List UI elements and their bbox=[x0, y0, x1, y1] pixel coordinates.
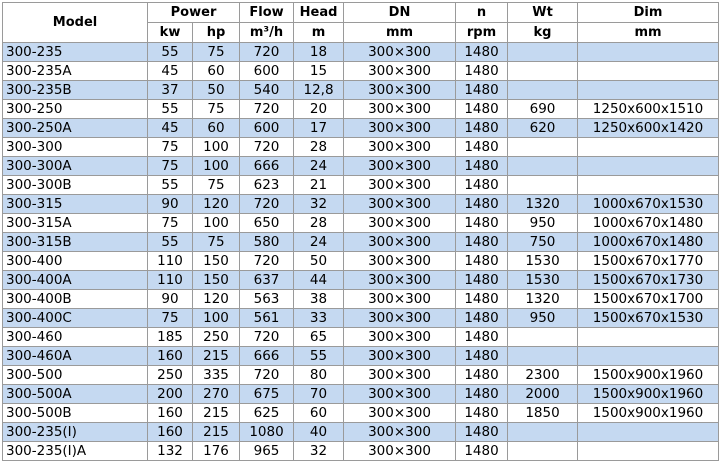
unit-dn: mm bbox=[344, 23, 456, 43]
cell-flow: 720 bbox=[240, 195, 294, 214]
header-row-titles bbox=[3, 3, 719, 23]
cell-wt: 1320 bbox=[508, 290, 578, 309]
cell-hp: 100 bbox=[193, 138, 240, 157]
cell-dn: 300×300 bbox=[344, 138, 456, 157]
cell-flow: 720 bbox=[240, 43, 294, 62]
cell-dn: 300×300 bbox=[344, 157, 456, 176]
cell-kw: 55 bbox=[148, 176, 193, 195]
cell-dim: 1500x670x1730 bbox=[578, 271, 719, 290]
cell-model: 300-400C bbox=[3, 309, 148, 328]
cell-dn: 300×300 bbox=[344, 442, 456, 461]
cell-kw: 132 bbox=[148, 442, 193, 461]
table-row bbox=[3, 195, 719, 214]
cell-n: 1480 bbox=[456, 423, 508, 442]
cell-n: 1480 bbox=[456, 252, 508, 271]
header-model: Model bbox=[3, 3, 148, 43]
cell-hp: 215 bbox=[193, 423, 240, 442]
cell-kw: 55 bbox=[148, 43, 193, 62]
cell-model: 300-300 bbox=[3, 138, 148, 157]
cell-flow: 720 bbox=[240, 138, 294, 157]
cell-flow: 965 bbox=[240, 442, 294, 461]
cell-head: 50 bbox=[294, 252, 344, 271]
cell-model: 300-235(I)A bbox=[3, 442, 148, 461]
cell-kw: 55 bbox=[148, 233, 193, 252]
cell-head: 60 bbox=[294, 404, 344, 423]
cell-flow: 623 bbox=[240, 176, 294, 195]
cell-dn: 300×300 bbox=[344, 271, 456, 290]
cell-dim bbox=[578, 347, 719, 366]
header-power: Power bbox=[148, 3, 240, 23]
header-dim: Dim bbox=[578, 3, 719, 23]
cell-dim: 1500x900x1960 bbox=[578, 366, 719, 385]
cell-hp: 75 bbox=[193, 43, 240, 62]
cell-model: 300-315 bbox=[3, 195, 148, 214]
cell-kw: 75 bbox=[148, 138, 193, 157]
cell-model: 300-250 bbox=[3, 100, 148, 119]
unit-wt: kg bbox=[508, 23, 578, 43]
cell-head: 33 bbox=[294, 309, 344, 328]
cell-dn: 300×300 bbox=[344, 309, 456, 328]
cell-kw: 110 bbox=[148, 271, 193, 290]
cell-hp: 120 bbox=[193, 290, 240, 309]
table-row bbox=[3, 138, 719, 157]
cell-dn: 300×300 bbox=[344, 423, 456, 442]
cell-kw: 75 bbox=[148, 214, 193, 233]
cell-model: 300-400 bbox=[3, 252, 148, 271]
cell-kw: 75 bbox=[148, 157, 193, 176]
cell-n: 1480 bbox=[456, 271, 508, 290]
cell-hp: 60 bbox=[193, 62, 240, 81]
cell-kw: 200 bbox=[148, 385, 193, 404]
cell-model: 300-250A bbox=[3, 119, 148, 138]
cell-head: 70 bbox=[294, 385, 344, 404]
cell-n: 1480 bbox=[456, 328, 508, 347]
table-row bbox=[3, 309, 719, 328]
cell-hp: 100 bbox=[193, 214, 240, 233]
cell-dn: 300×300 bbox=[344, 100, 456, 119]
cell-model: 300-500A bbox=[3, 385, 148, 404]
cell-hp: 75 bbox=[193, 233, 240, 252]
cell-flow: 666 bbox=[240, 347, 294, 366]
cell-dim bbox=[578, 328, 719, 347]
cell-n: 1480 bbox=[456, 176, 508, 195]
table-row bbox=[3, 214, 719, 233]
cell-wt: 2000 bbox=[508, 385, 578, 404]
cell-n: 1480 bbox=[456, 366, 508, 385]
cell-dn: 300×300 bbox=[344, 328, 456, 347]
cell-kw: 90 bbox=[148, 290, 193, 309]
cell-model: 300-460 bbox=[3, 328, 148, 347]
cell-model: 300-235A bbox=[3, 62, 148, 81]
cell-n: 1480 bbox=[456, 233, 508, 252]
cell-head: 44 bbox=[294, 271, 344, 290]
cell-flow: 580 bbox=[240, 233, 294, 252]
cell-wt: 1320 bbox=[508, 195, 578, 214]
cell-head: 20 bbox=[294, 100, 344, 119]
cell-dn: 300×300 bbox=[344, 233, 456, 252]
cell-kw: 160 bbox=[148, 404, 193, 423]
table-row bbox=[3, 100, 719, 119]
cell-kw: 160 bbox=[148, 347, 193, 366]
cell-head: 80 bbox=[294, 366, 344, 385]
cell-dim: 1500x670x1770 bbox=[578, 252, 719, 271]
cell-head: 65 bbox=[294, 328, 344, 347]
cell-dim bbox=[578, 157, 719, 176]
cell-model: 300-400B bbox=[3, 290, 148, 309]
table-row bbox=[3, 43, 719, 62]
cell-n: 1480 bbox=[456, 157, 508, 176]
cell-flow: 675 bbox=[240, 385, 294, 404]
cell-head: 18 bbox=[294, 43, 344, 62]
unit-flow: m³/h bbox=[240, 23, 294, 43]
cell-wt bbox=[508, 423, 578, 442]
cell-wt: 620 bbox=[508, 119, 578, 138]
cell-flow: 540 bbox=[240, 81, 294, 100]
cell-dim bbox=[578, 176, 719, 195]
cell-wt bbox=[508, 81, 578, 100]
cell-model: 300-460A bbox=[3, 347, 148, 366]
table-row bbox=[3, 81, 719, 100]
cell-dn: 300×300 bbox=[344, 119, 456, 138]
cell-kw: 110 bbox=[148, 252, 193, 271]
table-row bbox=[3, 233, 719, 252]
table-row bbox=[3, 252, 719, 271]
cell-dn: 300×300 bbox=[344, 43, 456, 62]
cell-n: 1480 bbox=[456, 119, 508, 138]
cell-n: 1480 bbox=[456, 404, 508, 423]
cell-dim: 1500x670x1700 bbox=[578, 290, 719, 309]
cell-n: 1480 bbox=[456, 43, 508, 62]
table-row bbox=[3, 385, 719, 404]
cell-dn: 300×300 bbox=[344, 62, 456, 81]
cell-model: 300-500B bbox=[3, 404, 148, 423]
cell-flow: 563 bbox=[240, 290, 294, 309]
cell-dim: 1500x670x1530 bbox=[578, 309, 719, 328]
cell-wt bbox=[508, 442, 578, 461]
cell-wt bbox=[508, 328, 578, 347]
cell-hp: 250 bbox=[193, 328, 240, 347]
table-row bbox=[3, 442, 719, 461]
table-row bbox=[3, 366, 719, 385]
cell-hp: 150 bbox=[193, 252, 240, 271]
cell-dim: 1500x900x1960 bbox=[578, 385, 719, 404]
cell-dim bbox=[578, 423, 719, 442]
cell-model: 300-235B bbox=[3, 81, 148, 100]
cell-kw: 45 bbox=[148, 119, 193, 138]
cell-model: 300-300B bbox=[3, 176, 148, 195]
cell-head: 24 bbox=[294, 233, 344, 252]
cell-hp: 150 bbox=[193, 271, 240, 290]
cell-flow: 650 bbox=[240, 214, 294, 233]
cell-wt: 2300 bbox=[508, 366, 578, 385]
cell-wt: 1530 bbox=[508, 252, 578, 271]
cell-head: 24 bbox=[294, 157, 344, 176]
cell-hp: 120 bbox=[193, 195, 240, 214]
cell-dn: 300×300 bbox=[344, 290, 456, 309]
cell-kw: 90 bbox=[148, 195, 193, 214]
cell-model: 300-400A bbox=[3, 271, 148, 290]
cell-n: 1480 bbox=[456, 309, 508, 328]
cell-wt bbox=[508, 157, 578, 176]
cell-flow: 720 bbox=[240, 328, 294, 347]
cell-n: 1480 bbox=[456, 214, 508, 233]
cell-dim: 1000x670x1480 bbox=[578, 233, 719, 252]
cell-flow: 720 bbox=[240, 252, 294, 271]
cell-dn: 300×300 bbox=[344, 404, 456, 423]
cell-hp: 215 bbox=[193, 404, 240, 423]
cell-dim bbox=[578, 62, 719, 81]
cell-wt bbox=[508, 138, 578, 157]
cell-dim: 1250x600x1510 bbox=[578, 100, 719, 119]
table-body bbox=[3, 43, 719, 461]
cell-flow: 720 bbox=[240, 100, 294, 119]
cell-flow: 720 bbox=[240, 366, 294, 385]
unit-n: rpm bbox=[456, 23, 508, 43]
cell-flow: 637 bbox=[240, 271, 294, 290]
cell-model: 300-500 bbox=[3, 366, 148, 385]
cell-wt: 690 bbox=[508, 100, 578, 119]
cell-hp: 215 bbox=[193, 347, 240, 366]
cell-kw: 250 bbox=[148, 366, 193, 385]
table-row bbox=[3, 347, 719, 366]
cell-model: 300-300A bbox=[3, 157, 148, 176]
cell-head: 15 bbox=[294, 62, 344, 81]
cell-dn: 300×300 bbox=[344, 366, 456, 385]
cell-wt bbox=[508, 62, 578, 81]
cell-dim: 1500x900x1960 bbox=[578, 404, 719, 423]
cell-n: 1480 bbox=[456, 195, 508, 214]
table-header bbox=[3, 3, 719, 43]
header-n: n bbox=[456, 3, 508, 23]
cell-dim bbox=[578, 81, 719, 100]
cell-dn: 300×300 bbox=[344, 252, 456, 271]
cell-wt: 950 bbox=[508, 214, 578, 233]
cell-hp: 335 bbox=[193, 366, 240, 385]
cell-hp: 50 bbox=[193, 81, 240, 100]
header-wt: Wt bbox=[508, 3, 578, 23]
cell-model: 300-235 bbox=[3, 43, 148, 62]
cell-dn: 300×300 bbox=[344, 81, 456, 100]
cell-flow: 666 bbox=[240, 157, 294, 176]
cell-dn: 300×300 bbox=[344, 347, 456, 366]
cell-hp: 100 bbox=[193, 157, 240, 176]
cell-dn: 300×300 bbox=[344, 214, 456, 233]
cell-kw: 45 bbox=[148, 62, 193, 81]
header-head: Head bbox=[294, 3, 344, 23]
cell-dim bbox=[578, 43, 719, 62]
cell-kw: 55 bbox=[148, 100, 193, 119]
cell-n: 1480 bbox=[456, 62, 508, 81]
cell-n: 1480 bbox=[456, 347, 508, 366]
cell-head: 38 bbox=[294, 290, 344, 309]
cell-model: 300-315A bbox=[3, 214, 148, 233]
cell-head: 40 bbox=[294, 423, 344, 442]
table-row bbox=[3, 328, 719, 347]
cell-wt: 1530 bbox=[508, 271, 578, 290]
cell-dn: 300×300 bbox=[344, 195, 456, 214]
cell-model: 300-235(I) bbox=[3, 423, 148, 442]
cell-wt bbox=[508, 347, 578, 366]
cell-kw: 75 bbox=[148, 309, 193, 328]
cell-hp: 60 bbox=[193, 119, 240, 138]
cell-head: 55 bbox=[294, 347, 344, 366]
cell-dn: 300×300 bbox=[344, 176, 456, 195]
pump-spec-table bbox=[2, 2, 719, 461]
cell-flow: 600 bbox=[240, 62, 294, 81]
table-row bbox=[3, 176, 719, 195]
table-row bbox=[3, 157, 719, 176]
table-row bbox=[3, 404, 719, 423]
cell-model: 300-315B bbox=[3, 233, 148, 252]
unit-kw: kw bbox=[148, 23, 193, 43]
cell-hp: 75 bbox=[193, 100, 240, 119]
cell-dim bbox=[578, 442, 719, 461]
cell-head: 32 bbox=[294, 195, 344, 214]
cell-hp: 75 bbox=[193, 176, 240, 195]
unit-dim: mm bbox=[578, 23, 719, 43]
cell-n: 1480 bbox=[456, 138, 508, 157]
cell-wt bbox=[508, 176, 578, 195]
cell-dim bbox=[578, 138, 719, 157]
cell-wt bbox=[508, 43, 578, 62]
cell-flow: 625 bbox=[240, 404, 294, 423]
cell-dim: 1250x600x1420 bbox=[578, 119, 719, 138]
cell-n: 1480 bbox=[456, 290, 508, 309]
cell-head: 12,8 bbox=[294, 81, 344, 100]
table-row bbox=[3, 271, 719, 290]
table-row bbox=[3, 119, 719, 138]
cell-dn: 300×300 bbox=[344, 385, 456, 404]
cell-hp: 100 bbox=[193, 309, 240, 328]
cell-wt: 1850 bbox=[508, 404, 578, 423]
cell-n: 1480 bbox=[456, 100, 508, 119]
cell-head: 32 bbox=[294, 442, 344, 461]
table-row bbox=[3, 423, 719, 442]
cell-hp: 270 bbox=[193, 385, 240, 404]
cell-head: 28 bbox=[294, 138, 344, 157]
cell-flow: 561 bbox=[240, 309, 294, 328]
cell-n: 1480 bbox=[456, 385, 508, 404]
cell-kw: 185 bbox=[148, 328, 193, 347]
header-dn: DN bbox=[344, 3, 456, 23]
cell-wt: 950 bbox=[508, 309, 578, 328]
cell-kw: 160 bbox=[148, 423, 193, 442]
cell-flow: 1080 bbox=[240, 423, 294, 442]
cell-kw: 37 bbox=[148, 81, 193, 100]
cell-n: 1480 bbox=[456, 81, 508, 100]
cell-dim: 1000x670x1530 bbox=[578, 195, 719, 214]
table-row bbox=[3, 290, 719, 309]
cell-hp: 176 bbox=[193, 442, 240, 461]
unit-head: m bbox=[294, 23, 344, 43]
cell-wt: 750 bbox=[508, 233, 578, 252]
cell-flow: 600 bbox=[240, 119, 294, 138]
table-row bbox=[3, 62, 719, 81]
cell-n: 1480 bbox=[456, 442, 508, 461]
unit-hp: hp bbox=[193, 23, 240, 43]
cell-head: 17 bbox=[294, 119, 344, 138]
cell-head: 21 bbox=[294, 176, 344, 195]
cell-dim: 1000x670x1480 bbox=[578, 214, 719, 233]
header-flow: Flow bbox=[240, 3, 294, 23]
cell-head: 28 bbox=[294, 214, 344, 233]
